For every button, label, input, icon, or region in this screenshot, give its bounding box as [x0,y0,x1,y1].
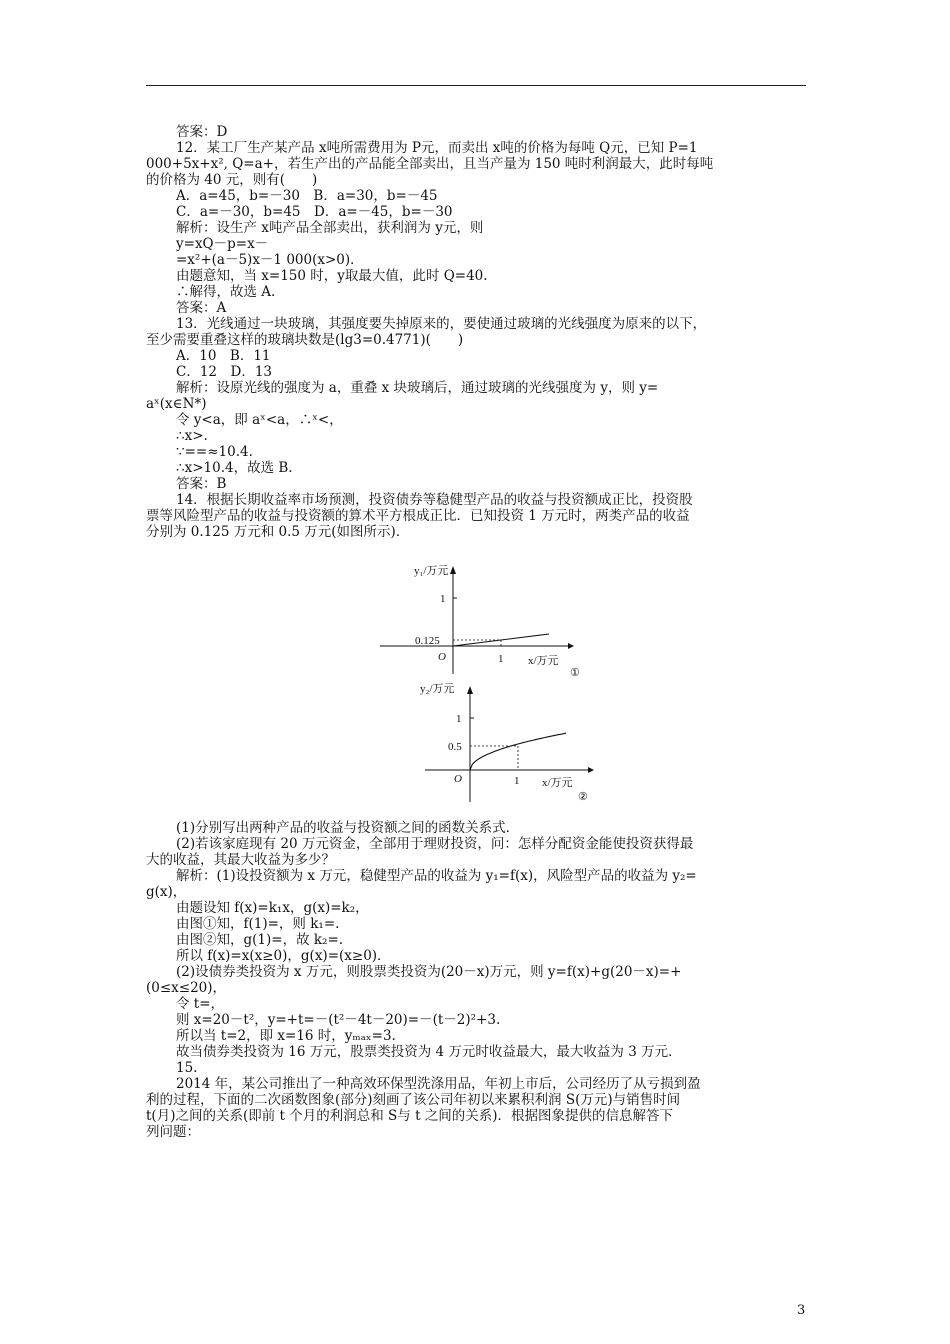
text-line: g(x)， [146,884,187,900]
text-line: aˣ(x∈N*) [146,396,207,412]
text-line: ∴解得，故选 A. [176,284,276,300]
y-tick-label: 1 [456,713,462,725]
text-line: 答案：A [176,300,227,316]
x-axis-arrow [568,643,574,649]
text-line: 所以 f(x)=x(x≥0)，g(x)=(x≥0)． [176,948,391,964]
text-line: 答案：B [176,476,227,492]
text-line: 由图②知，g(1)=，故 k₂=. [176,932,344,948]
text-line: 的价格为 40 元，则有( ) [146,172,318,188]
y-tick-label: 1 [440,593,446,605]
origin-label: O [454,773,462,785]
y-axis-arrow [467,686,473,694]
text-line: 15. [176,1060,198,1076]
x-axis-label: x/万元 [528,655,559,667]
text-line: 令 y<a，即 aˣ<a，∴ˣ<， [176,412,343,428]
text-line: 至少需要重叠这样的玻璃块数是(lg3=0.4771)( ) [146,332,464,348]
text-line: 13．光线通过一块玻璃，其强度要失掉原来的，要使通过玻璃的光线强度为原来的以下， [176,316,707,332]
text-line: ∴x>. [176,428,208,444]
figure-1 [380,560,620,678]
text-line: 故当债券类投资为 16 万元，股票类投资为 4 万元时收益最大，最大收益为 3 万元． [176,1044,682,1060]
text-line: 大的收益，其最大收益为多少？ [146,852,335,868]
text-line: 列问题： [146,1124,200,1140]
text-line: 14．根据长期收益率市场预测，投资债券等稳健型产品的收益与投资额成正比，投资股 [176,492,693,508]
x-axis-label: x/万元 [542,777,573,789]
y-axis-label: y₂/万元 [420,683,455,695]
text-line: A．a=45，b=－30 B．a=30，b=－45 [176,188,438,204]
origin-label: O [438,651,446,663]
text-line: 解析：设原光线的强度为 a，重叠 x 块玻璃后，通过玻璃的光线强度为 y，则 y= [176,380,659,396]
text-line: 2014 年，某公司推出了一种高效环保型洗涤用品，年初上市后，公司经历了从亏损到盈 [176,1076,701,1092]
text-line: 解析：(1)设投资额为 x 万元，稳健型产品的收益为 y₁=f(x)，风险型产品的收益为 y₂= [176,868,697,884]
text-line: A．10 B．11 [176,348,271,364]
text-line: (2)设债券类投资为 x 万元，则股票类投资为(20－x)万元，则 y=f(x)+g(20－x)=+ [176,964,682,980]
text-line: 由题设知 f(x)=k₁x，g(x)=k₂， [176,900,369,916]
y-tick-label-point: 0.125 [415,635,440,647]
y-tick-label-point: 0.5 [448,741,462,753]
x-tick-label: 1 [498,653,504,665]
text-line: 000+5x+x², Q=a+，若生产出的产品能全部卖出，且当产量为 150 吨时利润最大，此时每吨 [146,156,714,172]
x-tick-label: 1 [514,775,520,787]
text-line: (1)分别写出两种产品的收益与投资额之间的函数关系式． [176,820,520,836]
text-line: (2)若该家庭现有 20 万元资金，全部用于理财投资，问：怎样分配资金能使投资获得最 [176,836,694,852]
y-axis-label: y₁/万元 [414,565,449,577]
text-line: 答案：D [176,124,228,140]
text-line: 则 x=20－t²，y=+t=－(t²－4t－20)=－(t－2)²+3. [176,1012,501,1028]
text-line: (0≤x≤20)， [146,980,227,996]
text-line: t(月)之间的关系(即前 t 个月的利润总和 S与 t 之间的关系)．根据图象提供的信息解答下 [146,1108,674,1124]
figure-2 [380,680,620,805]
figure-marker: ① [570,667,580,678]
text-line: 由题意知，当 x=150 时，y取最大值，此时 Q=40. [176,268,488,284]
header-rule [146,85,806,86]
page-number: 3 [797,1303,806,1318]
text-line: 利的过程，下面的二次函数图象(部分)刻画了该公司年初以来累积利润 S(万元)与销售时间 [146,1092,681,1108]
text-line: 由图①知，f(1)=，则 k₁=. [176,916,340,932]
text-line: 所以当 t=2，即 x=16 时，yₘₐₓ=3. [176,1028,396,1044]
text-line: y=xQ－p=x－ [176,236,269,252]
text-line: ∵==≈10.4. [176,444,253,460]
text-line: 解析：设生产 x吨产品全部卖出，获利润为 y元，则 [176,220,484,236]
figure-marker: ② [578,791,588,803]
text-line: ∴x>10.4，故选 B. [176,460,293,476]
text-line: 令 t=， [176,996,225,1012]
text-line: C．12 D．13 [176,364,273,380]
text-line: C．a=－30，b=45 D．a=－45，b=－30 [176,204,453,220]
text-line: =x²+(a－5)x－1 000(x>0)． [176,252,364,268]
text-line: 分别为 0.125 万元和 0.5 万元(如图所示)． [146,524,410,540]
text-line: 12．某工厂生产某产品 x吨所需费用为 P元，而卖出 x吨的价格为每吨 Q元，已知 P=1 [176,140,698,156]
text-line: 票等风险型产品的收益与投资额的算术平方根成正比．已知投资 1 万元时，两类产品的收益 [146,508,690,524]
y-axis-arrow [450,566,456,574]
x-axis-arrow [588,767,594,773]
